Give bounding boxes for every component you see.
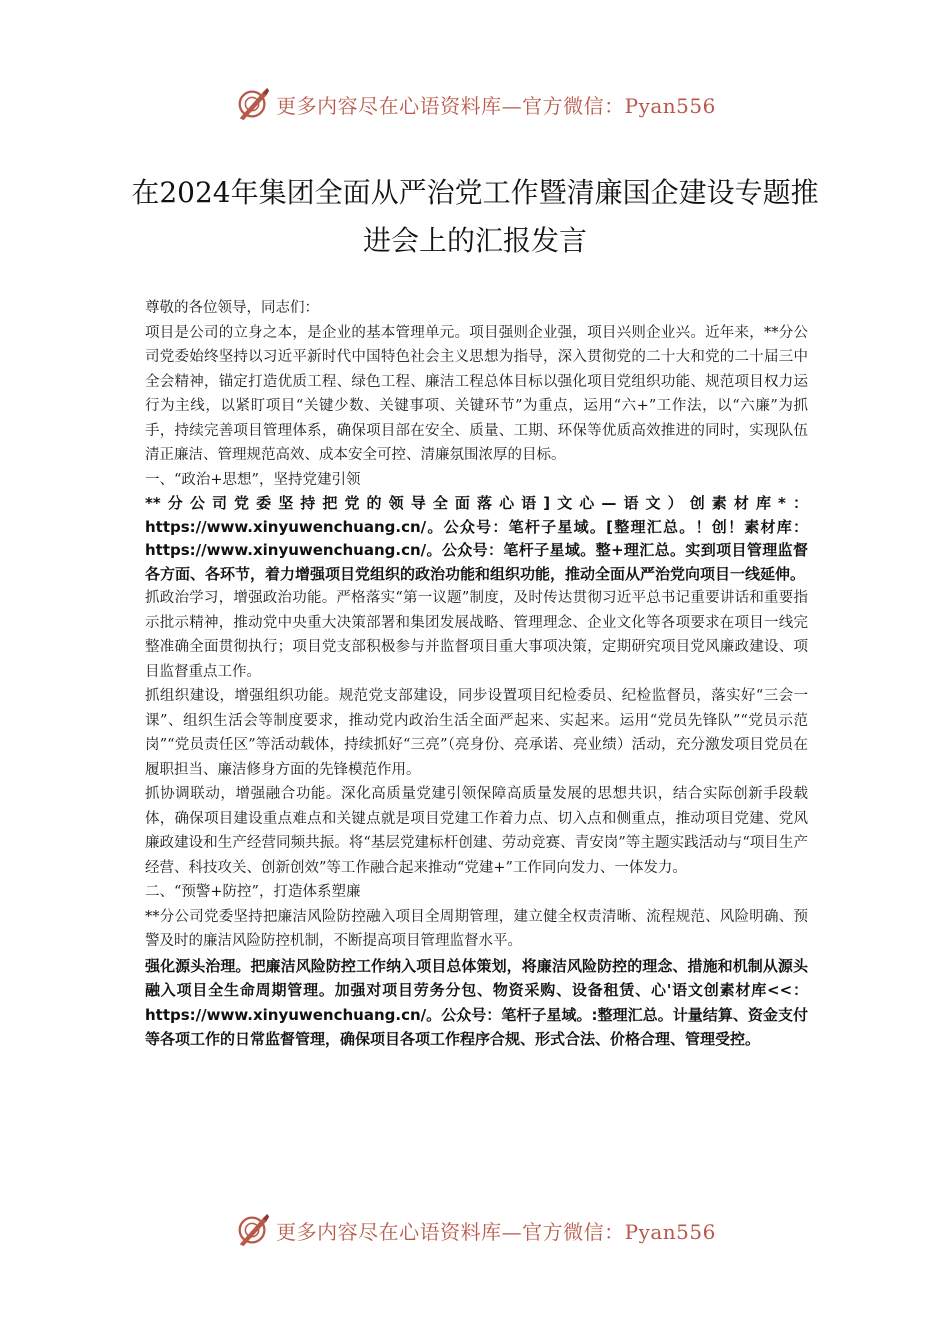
section-2-heading: 二、“预警+防控”，打造体系塑廉 <box>145 884 361 900</box>
footer-banner-text: 更多内容尽在心语资料库—官方微信：Pyan556 <box>276 1219 716 1244</box>
greeting: 尊敬的各位领导，同志们： <box>145 300 319 316</box>
header-banner <box>0 82 950 126</box>
header-banner-text: 更多内容尽在心语资料库—官方微信：Pyan556 <box>276 93 716 118</box>
section-2-paragraph-1: 强化源头治理。把廉洁风险防控工作纳入项目总体策划，将廉洁风险防控的理念、措施和机制从源头融入项目全生命周期管理。加强对项目劳务分包、物资采购、设备租赁、心'语文创素材库<<：https://www.xinyuwenchuang.cn/。公众号：笔杆子星域。:整理汇总。计量结算、资金支付等各项工作的日常监督管理，确保项目各项工作程序合规、形式合法、价格合理、管理受控。 <box>145 956 808 1048</box>
document-title: 在2024年集团全面从严治党工作暨清廉国企建设专题推进会上的汇报发言 <box>131 175 819 257</box>
section-1-heading: 一、“政治+思想”，坚持党建引领 <box>145 471 361 488</box>
section-1-lead: **分公司党委坚持把党的领导全面落心语]文心—语文）创素材库*：https://www.xinyuwenchuang.cn/。公众号：笔杆子星域。[整理汇总。！创！素材库：https://www.xinyuwenchuang.cn/。公众号：笔杆子星域。整+理汇总。实到项目管理监督各方面、各环节，着力增强项目党组织的政治功能和组织功能，推动全面从严治党向项目一线延伸。 <box>145 494 808 583</box>
section-1-paragraph-2: 抓组织建设，增强组织功能。规范党支部建设，同步设置项目纪检委员、纪检监督员，落实好“三会一课”、组织生活会等制度要求，推动党内政治生活全面严起来、实起来。运用“党员先锋队”“党员示范岗”“党员责任区”等活动载体，持续抓好“三亮”（亮身份、亮承诺、亮业绩）活动，充分激发项目党员在履职担当、廉洁修身方面的先锋模范作用。 <box>145 688 808 778</box>
pen-logo-icon <box>234 1211 272 1249</box>
document-body <box>145 296 808 1052</box>
footer-banner <box>0 1208 950 1252</box>
section-1-paragraph-1: 抓政治学习，增强政治功能。严格落实“第一议题”制度，及时传达贯彻习近平总书记重要讲话和重要指示批示精神，推动党中央重大决策部署和集团发展战略、管理理念、企业文化等各项要求在项目一线完整准确全面贯彻执行；项目党支部积极参与并监督项目重大事项决策，定期研究项目党风廉政建设、项目监督重点工作。 <box>145 590 808 680</box>
pen-logo-icon <box>234 85 272 123</box>
section-2-lead: **分公司党委坚持把廉洁风险防控融入项目全周期管理，建立健全权责清晰、流程规范、风险明确、预警及时的廉洁风险防控机制，不断提高项目管理监督水平。 <box>145 908 808 949</box>
section-1-paragraph-3: 抓协调联动，增强融合功能。深化高质量党建引领保障高质量发展的思想共识，结合实际创新手段载体，确保项目建设重点难点和关键点就是项目党建工作着力点、切入点和侧重点，推动项目党建、党风廉政建设和生产经营同频共振。将“基层党建标杆创建、劳动竞赛、青安岗”等主题实践活动与“项目生产经营、科技攻关、创新创效”等工作融合起来推动“党建+”工作同向发力、一体发力。 <box>145 786 808 876</box>
intro-paragraph: 项目是公司的立身之本，是企业的基本管理单元。项目强则企业强，项目兴则企业兴。近年来，**分公司党委始终坚持以习近平新时代中国特色社会主义思想为指导，深入贯彻党的二十大和党的二十届三中全会精神，锚定打造优质工程、绿色工程、廉洁工程总体目标以强化项目党组织功能、规范项目权力运行为主线，以紧盯项目“关键少数、关键事项、关键环节”为重点，运用“六+”工作法，以“六廉”为抓手，持续完善项目管理体系，确保项目部在安全、质量、工期、环保等优质高效推进的同时，实现队伍清正廉洁、管理规范高效、成本安全可控、清廉氛围浓厚的目标。 <box>145 324 808 463</box>
